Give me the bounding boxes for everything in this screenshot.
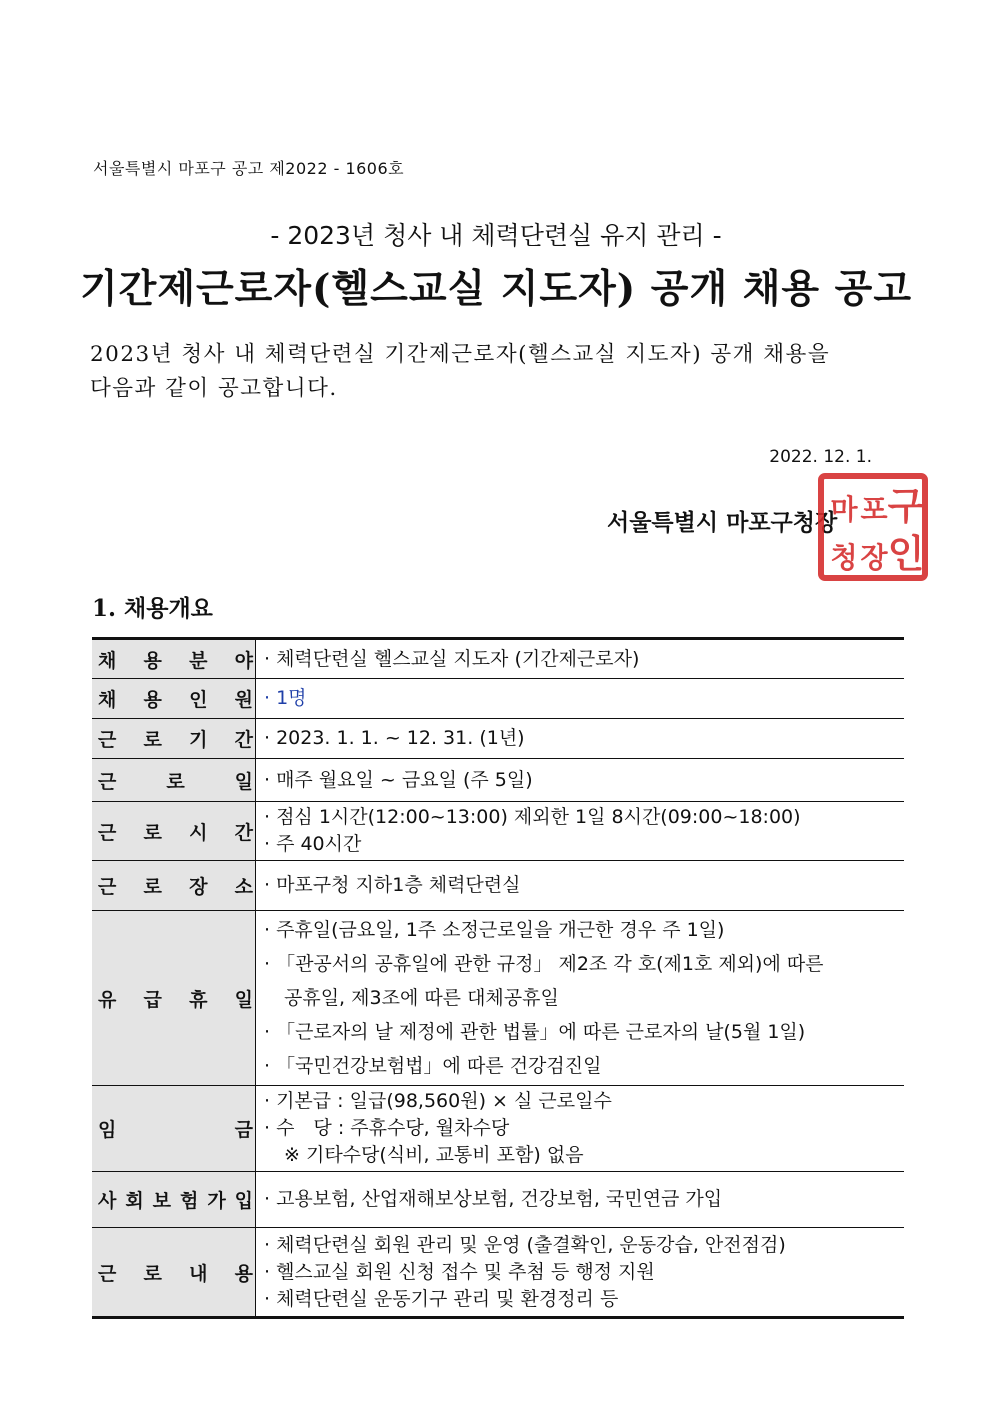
- row-content-line: · 「관공서의 공휴일에 관한 규정」 제2조 각 호(제1호 제외)에 따른: [264, 953, 824, 975]
- row-content-line: · 점심 1시간(12:00~13:00) 제외한 1일 8시간(09:00~18:00): [264, 806, 801, 828]
- intro-line: 2023년 청사 내 체력단련실 기간제근로자(헬스교실 지도자) 공개 채용을: [90, 342, 831, 367]
- row-content-line: · 「근로자의 날 제정에 관한 법률」에 따른 근로자의 날(5월 1일): [264, 1021, 806, 1043]
- row-content-line: · 마포구청 지하1층 체력단련실: [264, 874, 521, 896]
- row-label-text: 채 용 분 야: [98, 649, 253, 672]
- overview-table: [92, 637, 904, 1319]
- row-content-line: · 기본급 : 일급(98,560원) × 실 근로일수: [264, 1090, 612, 1112]
- seal-character: 장: [860, 541, 888, 574]
- row-content-line: · 주 40시간: [264, 833, 362, 855]
- row-content: [256, 1172, 905, 1228]
- row-label: [92, 911, 256, 1086]
- row-label: [92, 1172, 256, 1228]
- row-label-text: 근 로 내 용: [98, 1262, 253, 1285]
- row-label-text: 채 용 인 원: [98, 689, 253, 711]
- row-content-line: · 체력단련실 운동기구 관리 및 환경정리 등: [264, 1287, 619, 1310]
- row-label: [92, 759, 256, 802]
- table-row: [92, 802, 904, 861]
- row-content-line: · 1명: [264, 687, 307, 709]
- page-title: 기간제근로자(헬스교실 지도자) 공개 채용 공고: [79, 266, 913, 312]
- row-label: [92, 719, 256, 759]
- seal-character: 마: [830, 493, 858, 526]
- row-content-line: · 체력단련실 회원 관리 및 운영 (출결확인, 운동강습, 안전점검): [264, 1233, 786, 1256]
- table-row: [92, 1228, 904, 1318]
- notice-number: 서울특별시 마포구 공고 제2022 - 1606호: [93, 159, 405, 178]
- seal-character: 인: [887, 532, 925, 576]
- row-label: [92, 1228, 256, 1318]
- seal-character: 청: [830, 541, 858, 574]
- table-row: [92, 911, 904, 1086]
- row-label: [92, 679, 256, 719]
- table-row: [92, 1172, 904, 1228]
- row-label-text: 유 급 휴 일: [98, 988, 253, 1011]
- row-content-line: 공휴일, 제3조에 따른 대체공휴일: [284, 987, 559, 1009]
- table-row: [92, 679, 904, 719]
- seal-character: 구: [887, 484, 925, 528]
- seal-character: 포: [860, 493, 888, 526]
- row-content: [256, 679, 905, 719]
- table-row: [92, 759, 904, 802]
- row-label: [92, 1086, 256, 1172]
- section-heading: 1. 채용개요: [92, 595, 213, 622]
- row-content: [256, 719, 905, 759]
- row-label-text: 사 회 보 험 가 입: [98, 1190, 253, 1212]
- row-content: [256, 802, 905, 861]
- row-label: [92, 639, 256, 679]
- table-row: [92, 639, 904, 679]
- row-content-line: · 고용보험, 산업재해보상보험, 건강보험, 국민연금 가입: [264, 1188, 723, 1210]
- row-content: [256, 1086, 905, 1172]
- row-label: [92, 861, 256, 911]
- issuer-name: 서울특별시 마포구청장: [607, 509, 838, 536]
- row-label-text: 근 로 장 소: [98, 876, 253, 898]
- row-content-line: · 2023. 1. 1. ~ 12. 31. (1년): [264, 727, 525, 749]
- intro-line: 다음과 같이 공고합니다.: [90, 376, 338, 401]
- row-label-text: 근 로 기 간: [98, 729, 253, 751]
- table-row: [92, 719, 904, 759]
- row-label: [92, 802, 256, 861]
- row-content-line: · 헬스교실 회원 신청 접수 및 추첨 등 행정 지원: [264, 1260, 655, 1283]
- official-seal: [818, 473, 928, 581]
- row-content: [256, 759, 905, 802]
- row-content: [256, 861, 905, 911]
- row-label-text: 근 로 일: [98, 770, 253, 793]
- notice-date: 2022. 12. 1.: [769, 447, 872, 467]
- row-content: [256, 911, 905, 1086]
- table-row: [92, 861, 904, 911]
- table-row: [92, 1086, 904, 1172]
- row-content-line: · 수 당 : 주휴수당, 월차수당: [264, 1117, 510, 1139]
- row-content: [256, 1228, 905, 1318]
- subtitle: - 2023년 청사 내 체력단련실 유지 관리 -: [270, 221, 722, 250]
- row-content-line: · 매주 월요일 ~ 금요일 (주 5일): [264, 768, 533, 791]
- row-content-line: · 「국민건강보험법」에 따른 건강검진일: [264, 1055, 602, 1077]
- intro-paragraph: [90, 338, 910, 406]
- row-content-line: ※ 기타수당(식비, 교통비 포함) 없음: [284, 1144, 584, 1166]
- row-content-line: · 체력단련실 헬스교실 지도자 (기간제근로자): [264, 647, 640, 670]
- row-label-text: 근 로 시 간: [98, 821, 253, 844]
- row-content: [256, 639, 905, 679]
- row-label-text: 임 금: [98, 1119, 253, 1141]
- row-content-line: · 주휴일(금요일, 1주 소정근로일을 개근한 경우 주 1일): [264, 919, 725, 941]
